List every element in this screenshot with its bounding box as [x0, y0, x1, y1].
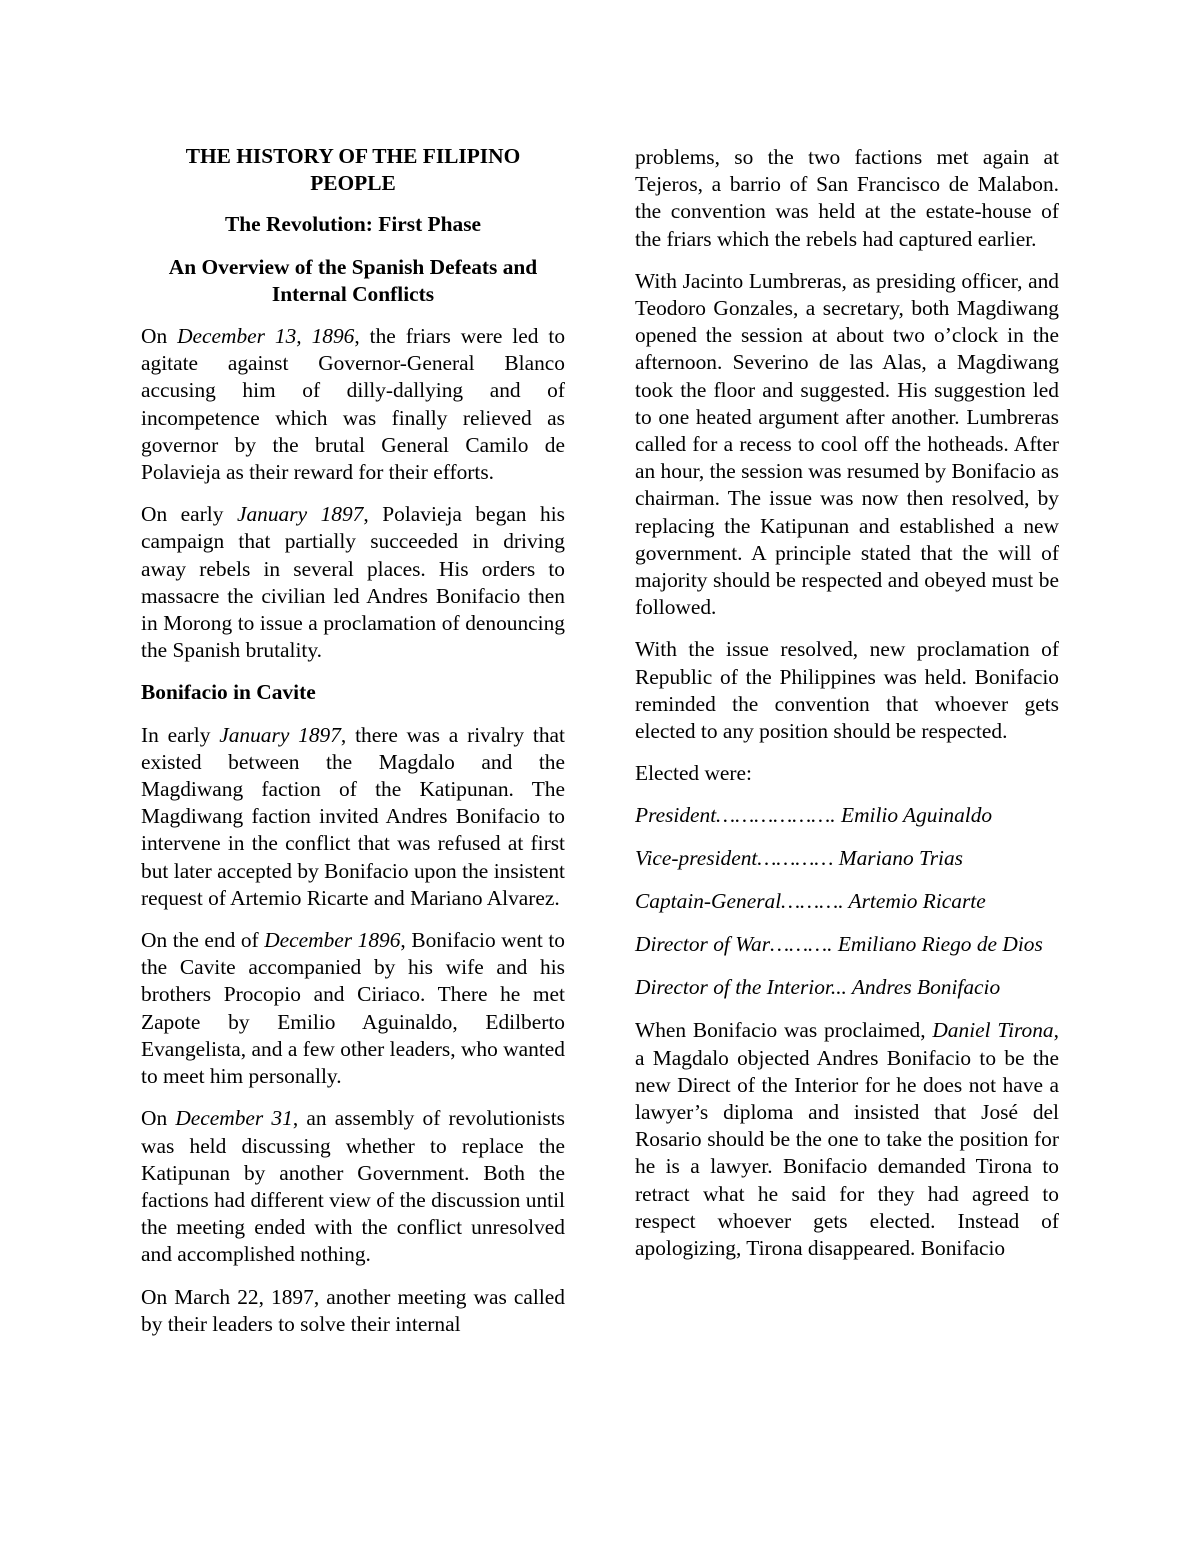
- left-column: [141, 143, 565, 1353]
- paragraph-text: , a Magdalo objected Andres Bonifacio to be the new Direct of the Interior for he does not have a lawyer’s diploma and insisted that José del Rosario should be the one to take the position for he is a lawyer. Bonifacio demanded Tirona to retract what he said for they had agreed to respect whoever gets elected. Instead of apologizing, Tirona disappeared. Bonifacio: [635, 1018, 1059, 1261]
- date-text: December 31: [175, 1106, 293, 1131]
- paragraph-proclamation: With the issue resolved, new proclamation of Republic of the Philippines was held. Bonifacio reminded the convention that whoever gets elected to any position should be respected.: [635, 637, 1059, 744]
- paragraph-polavieja-appointment: [141, 323, 565, 486]
- document-title: THE HISTORY OF THE FILIPINO PEOPLE: [185, 144, 521, 196]
- paragraph-text: On the end of: [141, 928, 265, 953]
- paragraph-tirona-objection: [635, 1017, 1059, 1262]
- date-text: January 1897: [236, 502, 364, 527]
- document-subtitle: The Revolution: First Phase: [224, 212, 482, 237]
- elected-label: Elected were:: [635, 761, 752, 786]
- paragraph-text: , Bonifacio went to the Cavite accompanied by his wife and his brothers Procopio and Ciriaco. There he met Zapote by Emilio Aguinaldo, Edilberto Evangelista, and a few other leaders, who wanted to meet him personally.: [141, 928, 565, 1089]
- paragraph-text: , the friars were led to agitate against Governor-General Blanco accusing him of dilly-dallying and of incompetence which was finally relieved as governor by the brutal General Camilo de Polavieja as their reward for their efforts.: [141, 324, 566, 485]
- paragraph-tejeros: problems, so the two factions met again at Tejeros, a barrio of San Francisco de Malabon. the convention was held at the estate-house of the friars which the rebels had captured earlier.: [635, 145, 1059, 251]
- paragraph-text: , an assembly of revolutionists was held discussing whether to replace the Katipunan by another Government. Both the factions had different view of the discussion until the meeting ended with the conflict unresolved and accomplished nothing.: [141, 1106, 565, 1267]
- paragraph-text: On: [141, 1106, 176, 1131]
- paragraph-text: , there was a rivalry that existed between the Magdalo and the Magdiwang faction of the Katipunan. The Magdiwang faction invited Andres Bonifacio to intervene in the conflict that was refused at first but later accepted by Bonifacio upon the insistent request of Artemio Ricarte and Mariano Alvarez.: [141, 722, 565, 910]
- section-title: An Overview of the Spanish Defeats and Internal Conflicts: [168, 254, 538, 306]
- person-name: Daniel Tirona: [932, 1018, 1054, 1043]
- officer-director-of-interior: Director of the Interior... Andres Bonifacio: [635, 975, 1001, 1000]
- officer-president: President………………. Emilio Aguinaldo: [635, 803, 993, 828]
- paragraph-text: When Bonifacio was proclaimed,: [635, 1018, 933, 1043]
- paragraph-text: On early: [141, 502, 237, 527]
- paragraph-march-meeting: On March 22, 1897, another meeting was called by their leaders to solve their internal: [141, 1284, 565, 1336]
- right-column: [635, 144, 1059, 1277]
- date-text: January 1897: [219, 722, 341, 747]
- paragraph-cavite-arrival: [141, 927, 565, 1090]
- paragraph-assembly: [141, 1105, 565, 1268]
- officer-director-of-war: Director of War………. Emiliano Riego de Dios: [635, 932, 1043, 957]
- date-text: December 1896: [264, 928, 401, 953]
- section-heading: Bonifacio in Cavite: [141, 680, 316, 705]
- paragraph-session: With Jacinto Lumbreras, as presiding officer, and Teodoro Gonzales, a secretary, both Magdiwang opened the session at about two o’clock in the afternoon. Severino de las Alas, a Magdiwang took the floor and suggested. His suggestion led to one heated argument after another. Lumbreras called for a recess to cool off the hotheads. After an hour, the session was resumed by Bonifacio as chairman. The issue was now then resolved, by replacing the Katipunan and established a new government. A principle stated that the will of majority should be respected and obeyed must be followed.: [635, 268, 1059, 620]
- paragraph-text: In early: [141, 722, 220, 747]
- paragraph-polavieja-campaign: [141, 501, 565, 664]
- officer-vice-president: Vice-president………… Mariano Trias: [635, 846, 963, 871]
- paragraph-text: , Polavieja began his campaign that partially succeeded in driving away rebels in several places. His orders to massacre the civilian led Andres Bonifacio then in Morong to issue a proclamation of denouncing the Spanish brutality.: [141, 502, 565, 663]
- paragraph-rivalry: [141, 722, 565, 912]
- officer-captain-general: Captain-General………. Artemio Ricarte: [635, 889, 986, 914]
- date-text: December 13, 1896: [177, 324, 355, 349]
- paragraph-text: On: [141, 324, 178, 349]
